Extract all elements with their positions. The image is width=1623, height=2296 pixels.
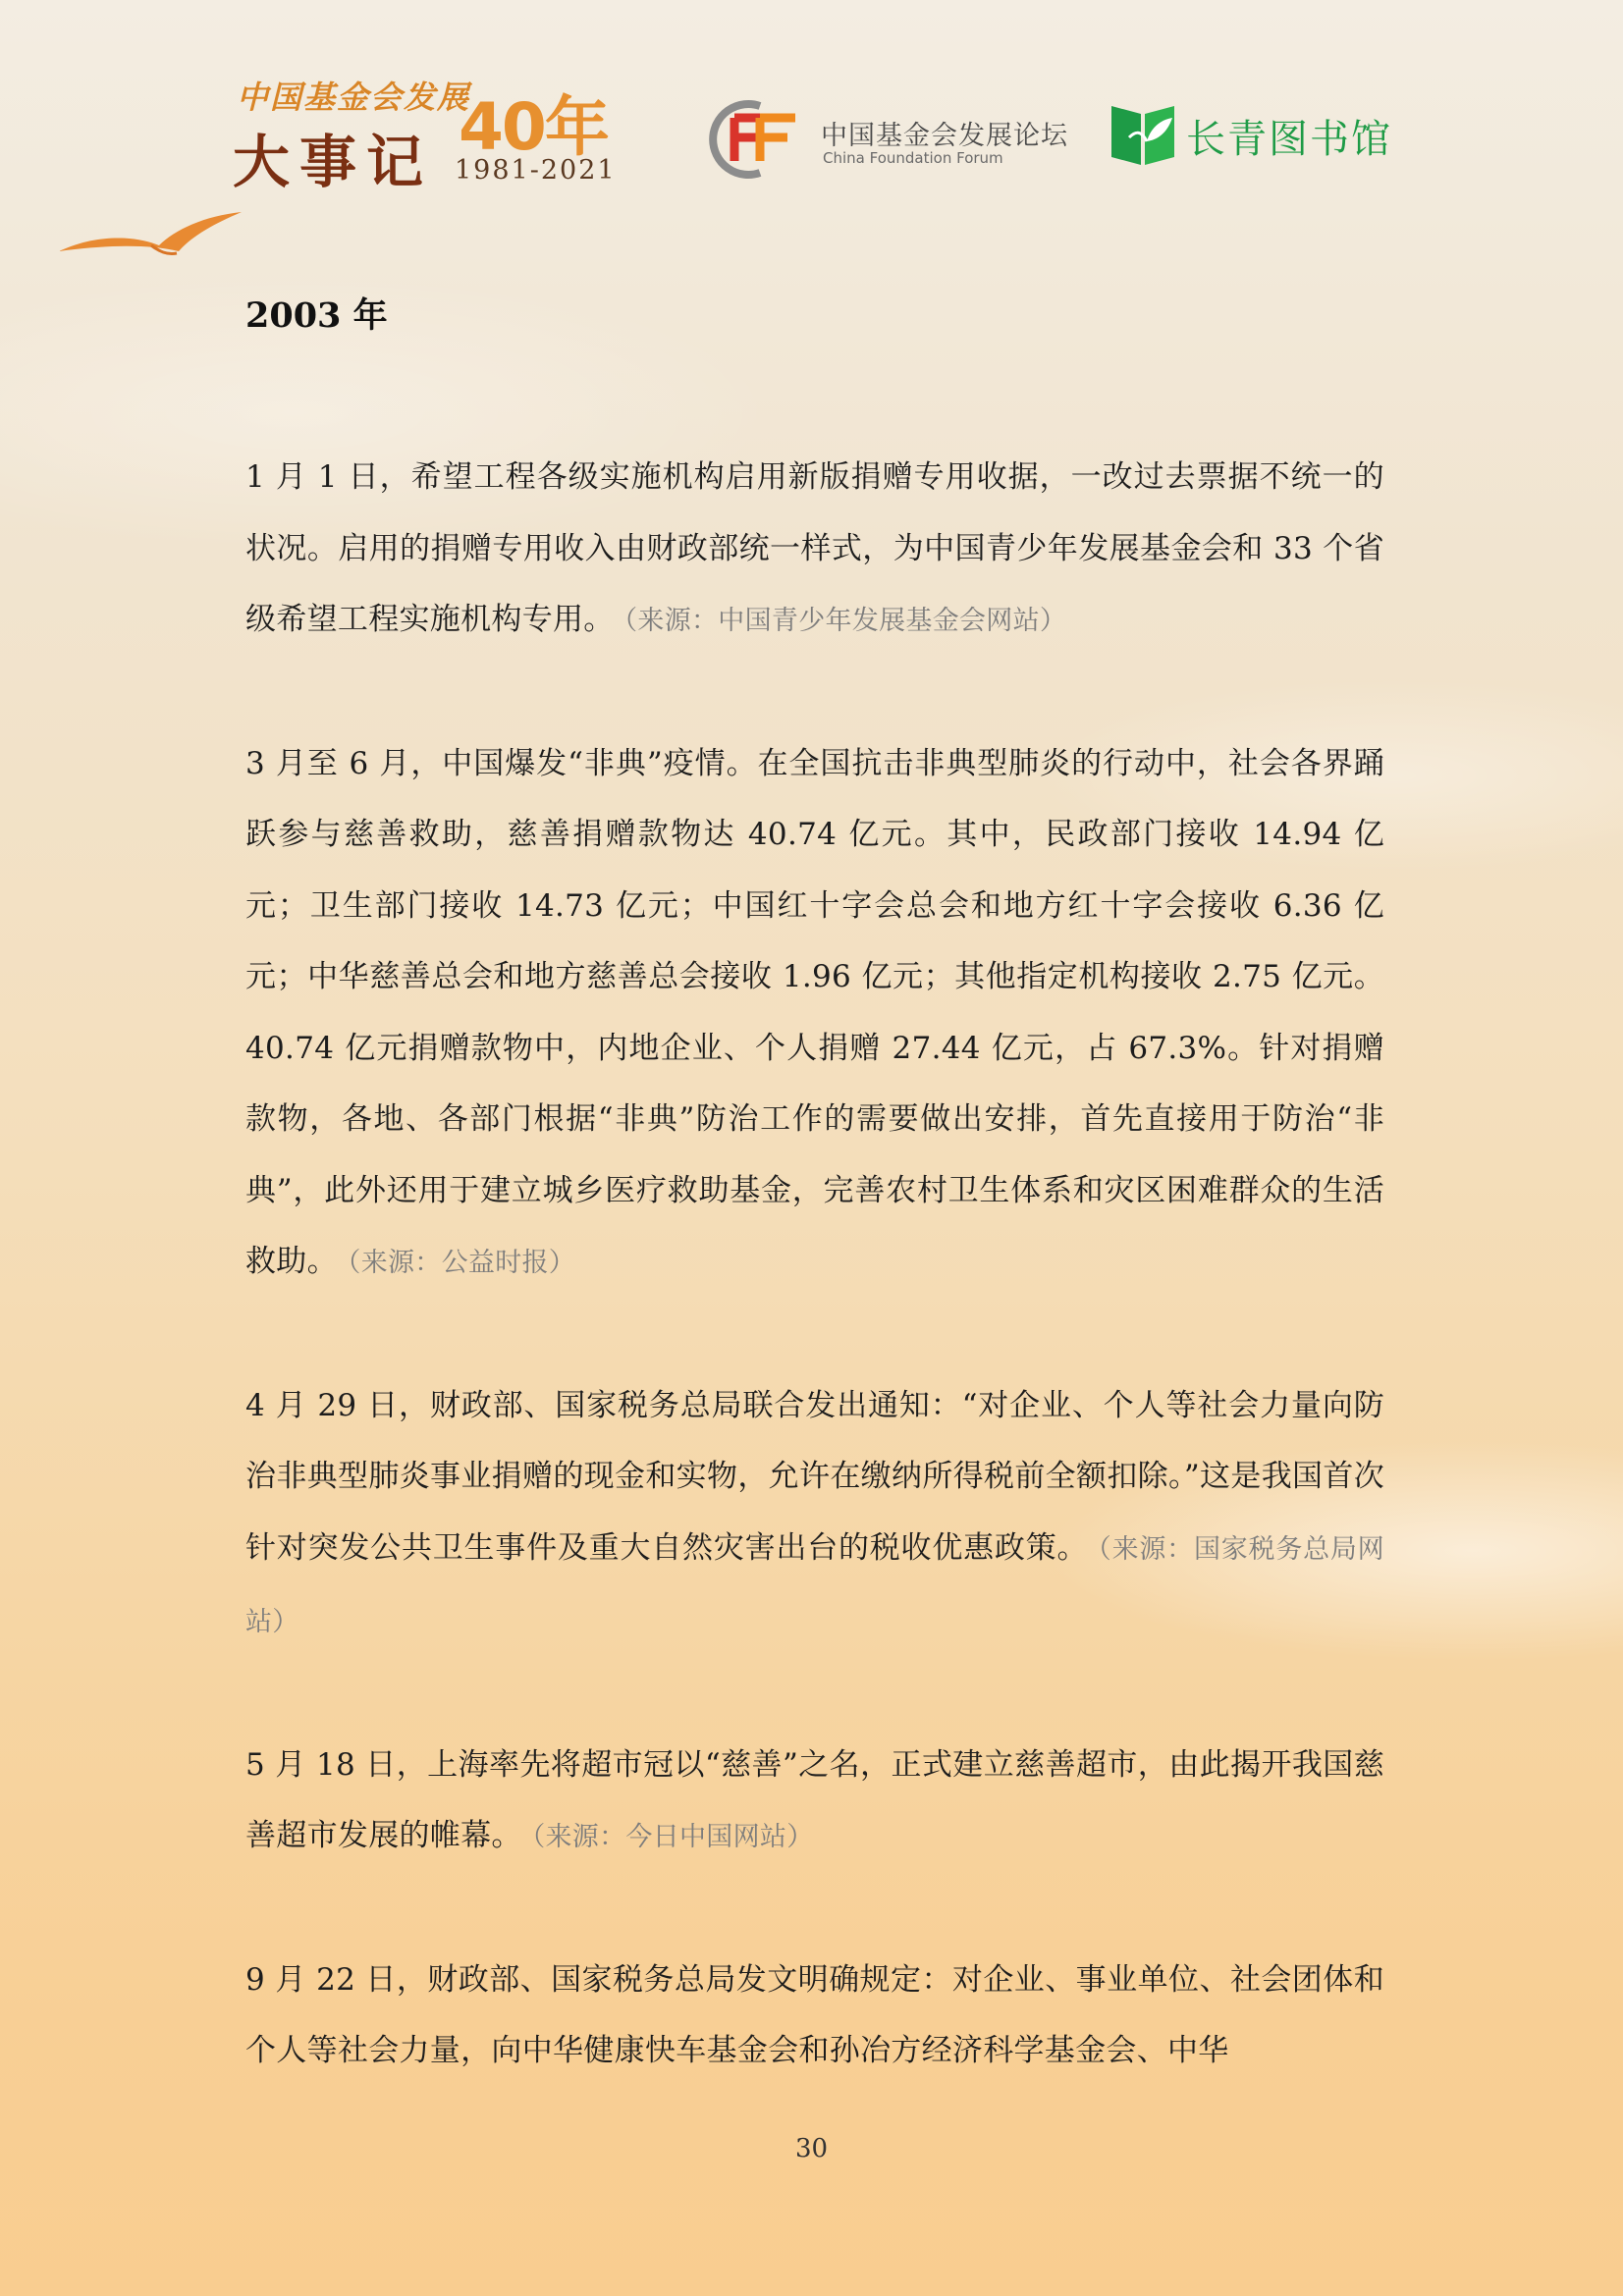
- event-text: 4 月 29 日，财政部、国家税务总局联合发出通知：“对企业、个人等社会力量向防治非典型肺炎事业捐赠的现金和实物，允许在缴纳所得税前全额扣除。”这是我国首次针对突发公共卫生事件及重大自然灾害出台的税收优惠政策。: [245, 1387, 1384, 1566]
- event-source: （来源：公益时报）: [347, 1248, 576, 1278]
- event-source: （来源：中国青少年发展基金会网站）: [623, 606, 1067, 636]
- evergreen-name: 长青图书馆: [1186, 117, 1392, 162]
- logo-40-years: 40年: [459, 89, 608, 165]
- event-source: （来源：国家税务总局网站）: [245, 1533, 1384, 1637]
- event-entry: [245, 1945, 1384, 2089]
- event-entry: [245, 442, 1384, 658]
- cff-name-cn: 中国基金会发展论坛: [821, 121, 1068, 151]
- event-entry: [245, 1730, 1384, 1874]
- logo-title-large: 大事记: [233, 129, 434, 195]
- event-text: 3 月至 6 月，中国爆发“非典”疫情。在全国抗击非典型肺炎的行动中，社会各界踊跃参与慈善救助，慈善捐赠款物达 40.74 亿元。其中，民政部门接收 14.94 亿元；卫生部门接收 14.73 亿元；中国红十字会总会和地方红十字会接收 6.36 亿元；中华慈善总会和地方慈善总会接收 1.96 亿元；其他指定机构接收 2.75 亿元。40.74 亿元捐赠款物中，内地企业、个人捐赠 27.44 亿元，占 67.3%。针对捐赠款物，各地、各部门根据“非典”防治工作的需要做出安排，首先直接用于防治“非典”，此外还用于建立城乡医疗救助基金，完善农村卫生体系和灾区困难群众的生活救助。: [245, 745, 1384, 1279]
- page-content: [245, 287, 1384, 2160]
- year-heading: 2003 年: [245, 295, 388, 336]
- cff-emblem-icon: [705, 94, 803, 183]
- event-text: 9 月 22 日，财政部、国家税务总局发文明确规定：对企业、事业单位、社会团体和个人等社会力量，向中华健康快车基金会和孙冶方经济科学基金会、中华: [245, 1961, 1384, 2068]
- evergreen-library-logo: [1108, 98, 1422, 177]
- page-header: [0, 0, 1623, 255]
- event-entry: [245, 1370, 1384, 1659]
- event-entry: [245, 728, 1384, 1300]
- logo-year-range: 1981-2021: [455, 155, 617, 186]
- book-leaf-icon: [1108, 98, 1178, 169]
- event-text: 1 月 1 日，希望工程各级实施机构启用新版捐赠专用收据，一改过去票据不统一的状况。启用的捐赠专用收入由财政部统一样式，为中国青少年发展基金会和 33 个省级希望工程实施机构专用。: [245, 459, 1384, 637]
- anniversary-logo: [231, 69, 623, 195]
- page-number: 30: [794, 2134, 829, 2163]
- cff-name-en: China Foundation Forum: [823, 149, 1003, 167]
- logo-title-small: 中国基金会发展: [237, 79, 471, 116]
- china-foundation-forum-logo: [705, 94, 1078, 183]
- flying-bird-icon: [57, 206, 243, 261]
- event-source: （来源：今日中国网站）: [531, 1822, 814, 1852]
- event-text: 5 月 18 日，上海率先将超市冠以“慈善”之名，正式建立慈善超市，由此揭开我国慈善超市发展的帷幕。: [245, 1746, 1384, 1853]
